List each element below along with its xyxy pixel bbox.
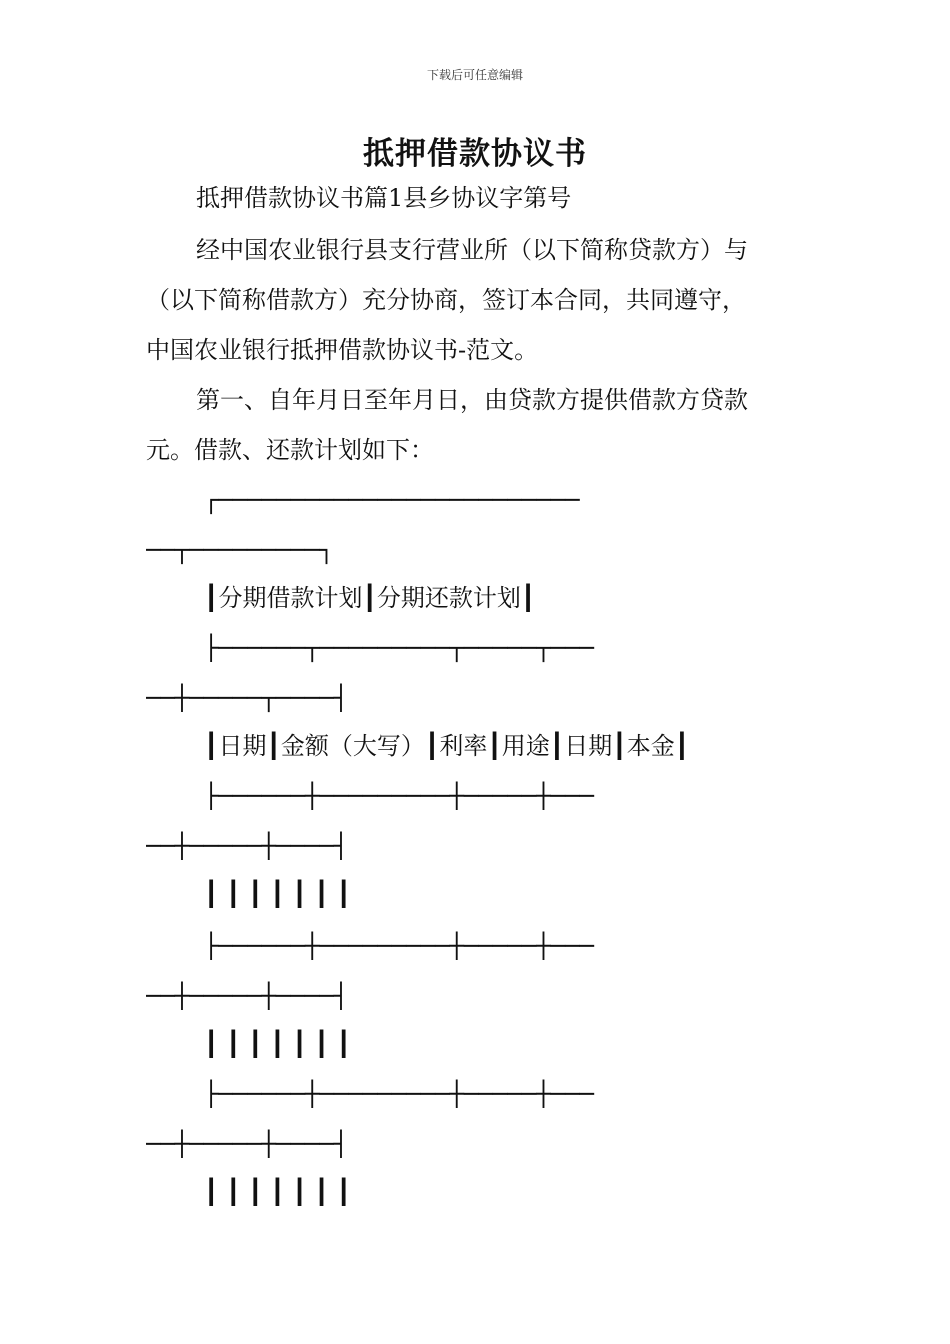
table-top-border-2: ──┬─────────┐ xyxy=(146,536,334,564)
paragraph-2-line-2: （以下简称借款方）充分协商，签订本合同，共同遵守， xyxy=(146,286,746,314)
table-divider-b1: ├──────┼─────────┼─────┼─── xyxy=(204,782,595,810)
paragraph-2-line-1: 经中国农业银行县支行营业所（以下简称贷款方）与 xyxy=(196,236,748,264)
table-divider-b2: ──┼─────┼────┤ xyxy=(146,832,349,860)
table-divider-c2: ──┼─────┼────┤ xyxy=(146,982,349,1010)
table-divider-a1: ├──────┬─────────┬─────┬─── xyxy=(204,634,595,662)
table-divider-c1: ├──────┼─────────┼─────┼─── xyxy=(204,932,595,960)
paragraph-3-line-2: 元。借款、还款计划如下： xyxy=(146,436,434,464)
table-header-row-1: ┃分期借款计划┃分期还款计划┃ xyxy=(204,584,536,612)
paragraph-intro: 抵押借款协议书篇1县乡协议字第号 xyxy=(196,184,572,212)
table-header-row-2: ┃日期┃金额（大写）┃利率┃用途┃日期┃本金┃ xyxy=(204,732,690,760)
paragraph-2-line-3: 中国农业银行抵押借款协议书-范文。 xyxy=(146,336,539,364)
table-empty-row-1: ┃ ┃ ┃ ┃ ┃ ┃ ┃ xyxy=(204,880,351,908)
table-empty-row-3: ┃ ┃ ┃ ┃ ┃ ┃ ┃ xyxy=(204,1178,351,1206)
table-top-border-1: ┌───────────────────────── xyxy=(204,486,580,514)
table-empty-row-2: ┃ ┃ ┃ ┃ ┃ ┃ ┃ xyxy=(204,1030,351,1058)
header-note: 下载后可任意编辑 xyxy=(426,68,523,82)
table-divider-a2: ──┼─────┬────┤ xyxy=(146,684,349,712)
table-divider-d2: ──┼─────┼────┤ xyxy=(146,1130,349,1158)
table-divider-d1: ├──────┼─────────┼─────┼─── xyxy=(204,1080,595,1108)
document-title: 抵押借款协议书 xyxy=(363,136,587,172)
paragraph-3-line-1: 第一、自年月日至年月日，由贷款方提供借款方贷款 xyxy=(196,386,748,414)
